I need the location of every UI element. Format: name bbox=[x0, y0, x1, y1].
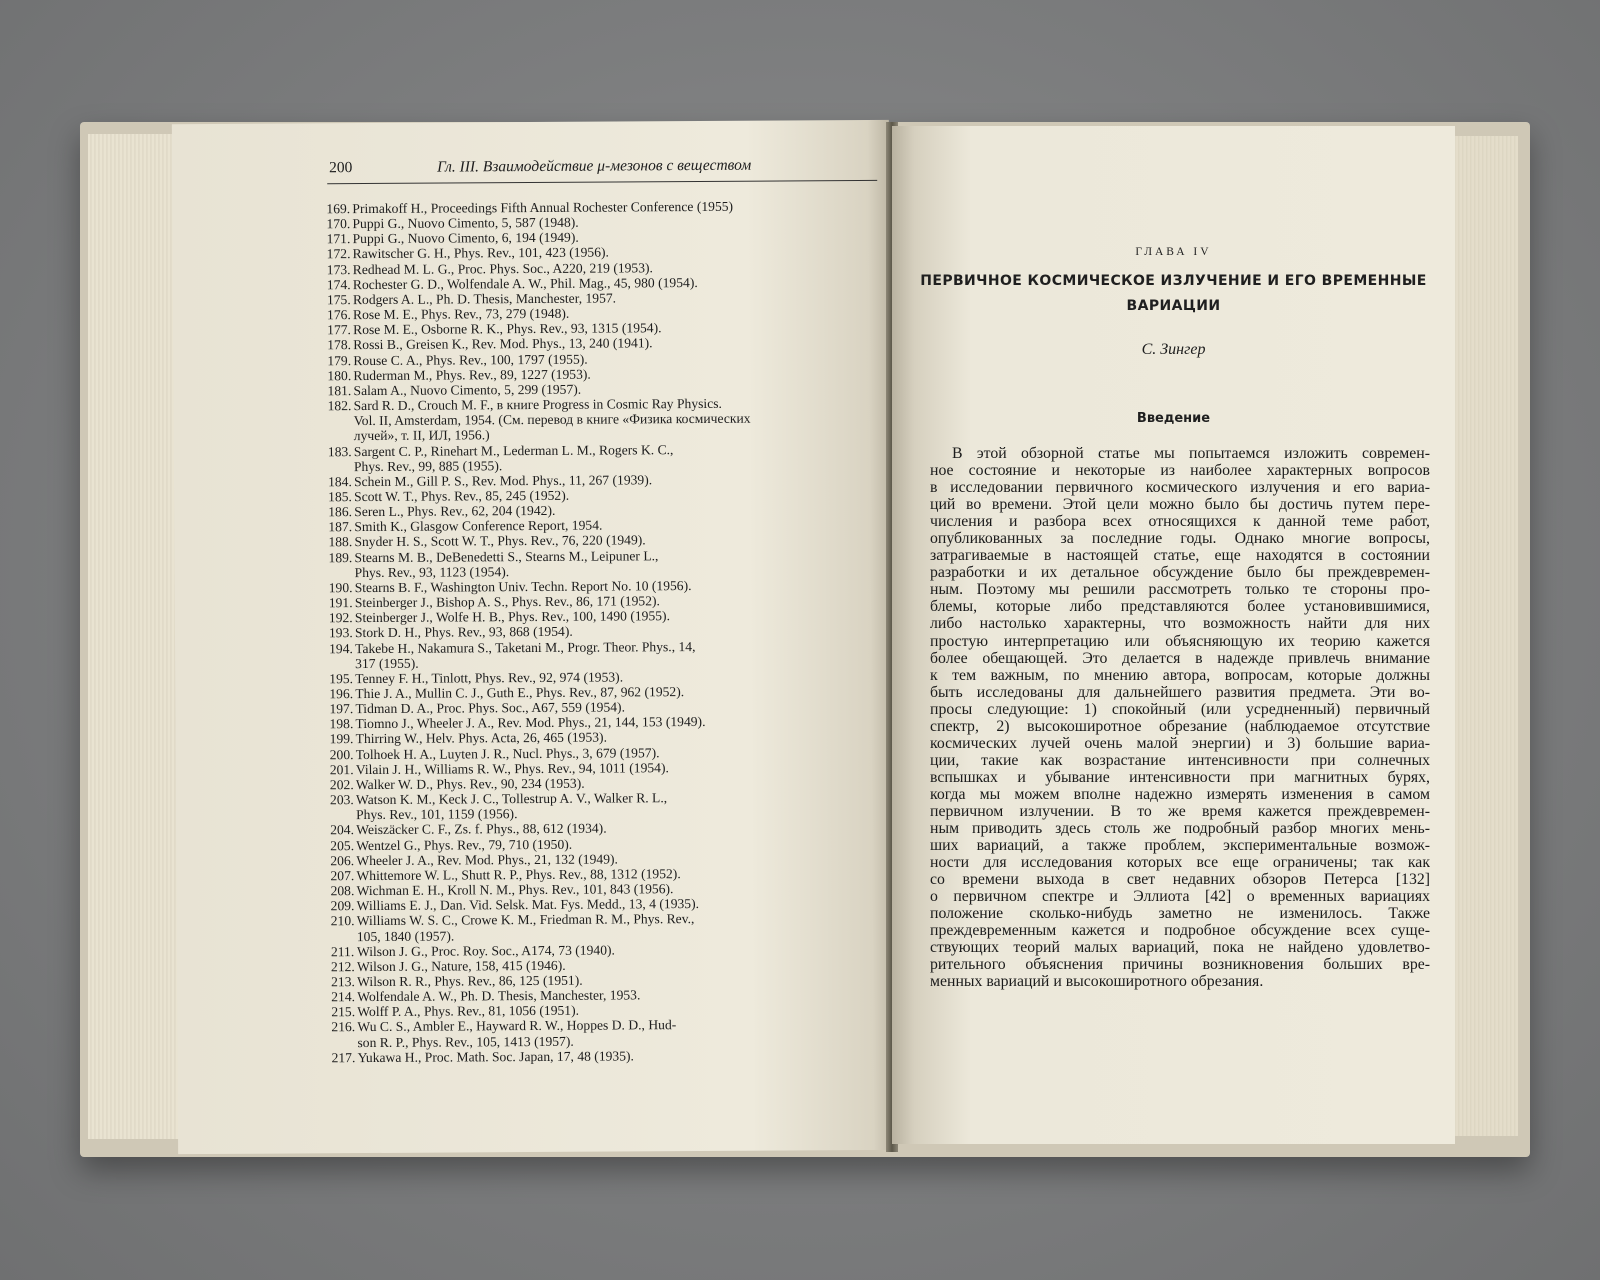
reference-text: Sard R. D., Crouch M. F., в книге Progress in Cosmic Ray Physics. bbox=[353, 395, 722, 414]
reference-number: 207. bbox=[330, 867, 355, 884]
reference-number: 174. bbox=[326, 276, 351, 293]
reference-number: 200. bbox=[329, 746, 354, 762]
body-line: ших вариаций, а также проблем, экспериментальные возмож- bbox=[930, 837, 1430, 855]
reference-number: 170. bbox=[326, 216, 351, 232]
body-line: ции, такие как возрастание интенсивности при солнечных bbox=[930, 751, 1430, 769]
body-line: разработки и их детальное обсуждение было бы преждевремен- bbox=[930, 564, 1430, 582]
reference-number: 194. bbox=[329, 640, 353, 656]
reference-number: 215. bbox=[331, 1004, 356, 1020]
reference-number: 197. bbox=[329, 701, 354, 717]
body-line: со времени выхода в свет недавних обзоров Петерса [132] bbox=[930, 871, 1430, 889]
reference-text: Smith K., Glasgow Conference Report, 1954. bbox=[354, 517, 603, 535]
reference-text: лучей», т. II, ИЛ, 1956.) bbox=[353, 427, 490, 444]
reference-text: Tidman D. A., Proc. Phys. Soc., A67, 559 (1954). bbox=[355, 699, 625, 717]
reference-text: Steinberger J., Wolfe H. B., Phys. Rev., 100, 1490 (1955). bbox=[354, 608, 670, 626]
reference-text: Vilain J. H., Williams R. W., Phys. Rev., 94, 1011 (1954). bbox=[355, 759, 669, 777]
reference-number: 203. bbox=[329, 792, 354, 808]
section-heading: Введение bbox=[1136, 411, 1211, 426]
reference-number: 178. bbox=[327, 337, 352, 353]
reference-number: 171. bbox=[326, 231, 351, 247]
reference-number: 169. bbox=[326, 201, 351, 217]
reference-text: Wichman E. H., Kroll N. M., Phys. Rev., 101, 843 (1956). bbox=[356, 881, 674, 899]
reference-text: Whittemore W. L., Shutt R. P., Phys. Rev., 88, 1312 (1952). bbox=[356, 865, 681, 883]
reference-text: Williams W. S. C., Crowe K. M., Friedman R. M., Phys. Rev., bbox=[356, 911, 695, 929]
chapter-label: ГЛАВА IV bbox=[1135, 246, 1212, 258]
reference-number: 181. bbox=[327, 382, 352, 399]
page-edges-left bbox=[88, 134, 180, 1139]
reference-number: 211. bbox=[330, 943, 355, 959]
open-book bbox=[80, 122, 1530, 1157]
reference-text: Walker W. D., Phys. Rev., 90, 234 (1953). bbox=[355, 775, 585, 793]
reference-number: 213. bbox=[331, 974, 355, 990]
body-line: ным. Поэтому мы решили рассмотреть только те стороны про- bbox=[930, 581, 1430, 599]
body-line: затрагиваемые в настоящей статье, еще находятся в состоянии bbox=[930, 547, 1430, 565]
reference-text: Yukawa H., Proc. Math. Soc. Japan, 17, 48 (1935). bbox=[357, 1048, 634, 1065]
reference-number: 217. bbox=[331, 1049, 356, 1065]
reference-text: Sargent C. P., Rinehart M., Lederman L. M., Rogers K. C., bbox=[353, 441, 674, 459]
reference-text: Rose M. E., Phys. Rev., 73, 279 (1948). bbox=[352, 305, 570, 323]
reference-text: Puppi G., Nuovo Cimento, 6, 194 (1949). bbox=[352, 230, 579, 247]
reference-text: Primakoff H., Proceedings Fifth Annual Rochester Conference (1955) bbox=[352, 198, 734, 217]
reference-text: Tolhoek H. A., Luyten J. R., Nucl. Phys., 3, 679 (1957). bbox=[355, 744, 660, 762]
reference-text: son R. P., Phys. Rev., 105, 1413 (1957). bbox=[357, 1033, 574, 1050]
reference-text: Rochester G. D., Wolfendale A. W., Phil. Mag., 45, 980 (1954). bbox=[352, 274, 698, 292]
body-line: вспышках и убывание интенсивности при магнитных бурях, bbox=[930, 768, 1430, 786]
reference-number: 179. bbox=[327, 352, 352, 368]
reference-number: 188. bbox=[328, 534, 353, 550]
reference-number: 216. bbox=[331, 1019, 356, 1035]
reference-text: Seren L., Phys. Rev., 62, 204 (1942). bbox=[354, 502, 556, 520]
reference-text: Vol. II, Amsterdam, 1954. (См. перевод в книге «Физика космических bbox=[353, 410, 751, 429]
body-line: блемы, которые либо представляются более установившимися, bbox=[930, 598, 1430, 616]
reference-text: Weiszäcker C. F., Zs. f. Phys., 88, 612 (1934). bbox=[356, 820, 607, 838]
reference-text: Rose M. E., Osborne R. K., Phys. Rev., 93, 1315 (1954). bbox=[353, 320, 662, 338]
body-line: либо настолько характерны, что возможность найти для них bbox=[930, 615, 1430, 633]
running-head bbox=[327, 156, 877, 184]
body-line: спектр, 2) высокоширотное обрезание (наблюдаемое отсутствие bbox=[930, 717, 1430, 735]
reference-number: 172. bbox=[326, 246, 351, 262]
reference-text: Steinberger J., Bishop A. S., Phys. Rev., 86, 171 (1952). bbox=[354, 593, 660, 611]
body-line: когда мы можем вполне надежно измерять изменения в самом bbox=[930, 785, 1430, 803]
reference-text: Rawitscher G. H., Phys. Rev., 101, 423 (1956). bbox=[352, 245, 609, 262]
reference-text: Snyder H. S., Scott W. T., Phys. Rev., 76, 220 (1949). bbox=[354, 532, 646, 550]
reference-number: 214. bbox=[331, 989, 356, 1005]
reference-text: Thie J. A., Mullin C. J., Guth E., Phys. Rev., 87, 962 (1952). bbox=[355, 684, 685, 702]
reference-number: 184. bbox=[328, 473, 352, 490]
reference-item bbox=[332, 1047, 892, 1066]
reference-text: Stearns M. B., DeBenedetti S., Stearns M., Leipuner L., bbox=[354, 547, 659, 565]
reference-text: Williams E. J., Dan. Vid. Selsk. Mat. Fys. Medd., 13, 4 (1935). bbox=[356, 896, 700, 914]
reference-number: 196. bbox=[329, 686, 354, 702]
reference-number: 191. bbox=[328, 595, 353, 611]
body-line: В этой обзорной статье мы попытаемся изложить современ- bbox=[952, 445, 1430, 462]
reference-number: 186. bbox=[328, 504, 353, 520]
chapter-author: С. Зингер bbox=[1141, 341, 1206, 358]
reference-number: 208. bbox=[330, 883, 355, 899]
body-line: космических лучей очень малой энергии) и 3) большие вариа- bbox=[930, 734, 1430, 752]
reference-text: Redhead M. L. G., Proc. Phys. Soc., A220, 219 (1953). bbox=[352, 259, 653, 277]
body-line: ций во времени. Этой цели можно было бы достичь путем пере- bbox=[930, 496, 1430, 514]
reference-number: 182. bbox=[327, 398, 352, 414]
reference-number: 176. bbox=[326, 307, 351, 323]
body-line: более обещающей. Это делается в надежде привлечь внимание bbox=[930, 649, 1430, 667]
reference-number: 190. bbox=[328, 580, 353, 596]
right-page bbox=[892, 126, 1455, 1144]
reference-text: Rodgers A. L., Ph. D. Thesis, Manchester, 1957. bbox=[352, 290, 617, 308]
running-head-title: Гл. III. Взаимодействие μ-мезонов с веществом bbox=[437, 156, 752, 176]
reference-text: Phys. Rev., 93, 1123 (1954). bbox=[354, 563, 510, 580]
reference-text: Phys. Rev., 99, 885 (1955). bbox=[353, 457, 503, 474]
reference-number: 201. bbox=[329, 761, 354, 778]
reference-number: 183. bbox=[327, 443, 352, 459]
reference-text: Wentzel G., Phys. Rev., 79, 710 (1950). bbox=[356, 836, 573, 853]
reference-number: 180. bbox=[327, 367, 352, 383]
reference-text: Phys. Rev., 101, 1159 (1956). bbox=[356, 806, 518, 823]
body-line: быть исследованы для дальнейшего развития предмета. Эти во- bbox=[930, 683, 1430, 701]
reference-number: 185. bbox=[328, 489, 352, 505]
reference-text: Wheeler J. A., Rev. Mod. Phys., 21, 132 (1949). bbox=[356, 851, 618, 868]
body-line: положение сколько-нибудь заметно не изменилось. Также bbox=[930, 905, 1430, 923]
reference-text: Wolfendale A. W., Ph. D. Thesis, Manchester, 1953. bbox=[357, 987, 641, 1005]
body-line: преждевременным кажется и подробное обсуждение всех суще- bbox=[930, 922, 1430, 940]
reference-number: 210. bbox=[330, 913, 355, 929]
left-page bbox=[172, 120, 895, 1154]
reference-text: Rouse C. A., Phys. Rev., 100, 1797 (1955). bbox=[353, 351, 588, 368]
reference-text: Wilson J. G., Proc. Roy. Soc., A174, 73 (1940). bbox=[356, 942, 615, 959]
body-line: к тем важным, по мнению автора, вопросам, которые должны bbox=[930, 666, 1430, 684]
reference-text: Salam A., Nuovo Cimento, 5, 299 (1957). bbox=[353, 381, 582, 398]
body-paragraph bbox=[930, 445, 1430, 991]
body-line: ным приводить здесь столь же подробный разбор многих мень- bbox=[930, 820, 1430, 838]
reference-text: 105, 1840 (1957). bbox=[356, 927, 455, 944]
reference-number: 175. bbox=[326, 292, 351, 308]
reference-text: Wolff P. A., Phys. Rev., 81, 1056 (1951). bbox=[357, 1003, 580, 1020]
reference-number: 177. bbox=[327, 322, 351, 338]
reference-text: Takebe H., Nakamura S., Taketani M., Progr. Theor. Phys., 14, bbox=[355, 638, 696, 656]
body-line: первичном излучении. В то же время кажется преждевремен- bbox=[930, 802, 1430, 820]
reference-number: 209. bbox=[330, 898, 355, 914]
body-line: рительного объяснения причины возникновения больших вре- bbox=[930, 956, 1430, 974]
reference-text: Ruderman M., Phys. Rev., 89, 1227 (1953). bbox=[353, 366, 591, 383]
body-line: ности для исследования которых все еще ограничены; так как bbox=[930, 854, 1430, 872]
reference-number: 206. bbox=[330, 852, 355, 868]
body-line: ствующих теорий малых вариаций, пока не найдено удовлетво- bbox=[930, 939, 1430, 957]
reference-number: 192. bbox=[328, 610, 353, 626]
reference-number: 189. bbox=[328, 549, 353, 565]
reference-text: Scott W. T., Phys. Rev., 85, 245 (1952). bbox=[354, 487, 570, 505]
body-line: простую интерпретацию или объясняющую их теорию кажется bbox=[930, 632, 1430, 650]
reference-text: Puppi G., Nuovo Cimento, 5, 587 (1948). bbox=[352, 214, 579, 232]
reference-number: 202. bbox=[329, 777, 354, 793]
body-line: опубликованных за последние годы. Однако многие вопросы, bbox=[930, 530, 1430, 548]
chapter-heading bbox=[892, 246, 1455, 359]
page-number: 200 bbox=[329, 159, 353, 177]
reference-text: Wilson R. R., Phys. Rev., 86, 125 (1951). bbox=[357, 972, 583, 990]
reference-text: 317 (1955). bbox=[355, 655, 419, 671]
reference-text: Rossi B., Greisen K., Rev. Mod. Phys., 13, 240 (1941). bbox=[353, 335, 653, 353]
reference-list bbox=[326, 198, 891, 1065]
chapter-title: ПЕРВИЧНОЕ КОСМИЧЕСКОЕ ИЗЛУЧЕНИЕ И ЕГО ВРЕМЕННЫЕ ВАРИАЦИИ bbox=[920, 273, 1427, 314]
body-line: числения и разбора всех относящихся к данной теме работ, bbox=[930, 513, 1430, 531]
reference-text: Stork D. H., Phys. Rev., 93, 868 (1954). bbox=[354, 624, 573, 641]
reference-number: 204. bbox=[330, 822, 355, 838]
reference-number: 193. bbox=[328, 625, 353, 641]
reference-text: Wilson J. G., Nature, 158, 415 (1946). bbox=[356, 957, 566, 974]
reference-text: Tenney F. H., Tinlott, Phys. Rev., 92, 974 (1953). bbox=[355, 669, 624, 686]
body-line: в исследовании первичного космического излучения и его вариа- bbox=[930, 479, 1430, 497]
reference-number: 187. bbox=[328, 519, 353, 535]
reference-text: Schein M., Gill P. S., Rev. Mod. Phys., 11, 267 (1939). bbox=[354, 472, 653, 489]
body-line: о первичном спектре и Эллиота [42] о временных вариациях bbox=[930, 888, 1430, 906]
reference-text: Wu C. S., Ambler E., Hayward R. W., Hoppes D. D., Hud- bbox=[357, 1017, 677, 1035]
reference-number: 195. bbox=[329, 670, 354, 687]
reference-number: 205. bbox=[330, 837, 355, 853]
reference-number: 198. bbox=[329, 716, 354, 732]
body-line: менных вариаций и высокоширотного обрезания. bbox=[930, 973, 1264, 991]
reference-text: Tiomno J., Wheeler J. A., Rev. Mod. Phys., 21, 144, 153 (1949). bbox=[355, 714, 706, 732]
reference-text: Watson K. M., Keck J. C., Tollestrup A. V., Walker R. L., bbox=[355, 790, 668, 808]
body-line: ное состояние и некоторые из наиболее характерных вопросов bbox=[930, 462, 1430, 480]
body-line: просы следующие: 1) спокойный (или усредненный) первичный bbox=[930, 700, 1430, 718]
reference-number: 212. bbox=[330, 958, 355, 975]
reference-number: 199. bbox=[329, 731, 354, 747]
reference-text: Stearns B. F., Washington Univ. Techn. Report No. 10 (1956). bbox=[354, 577, 692, 595]
reference-number: 173. bbox=[326, 261, 351, 277]
reference-text: Thirring W., Helv. Phys. Acta, 26, 465 (1953). bbox=[355, 730, 608, 747]
